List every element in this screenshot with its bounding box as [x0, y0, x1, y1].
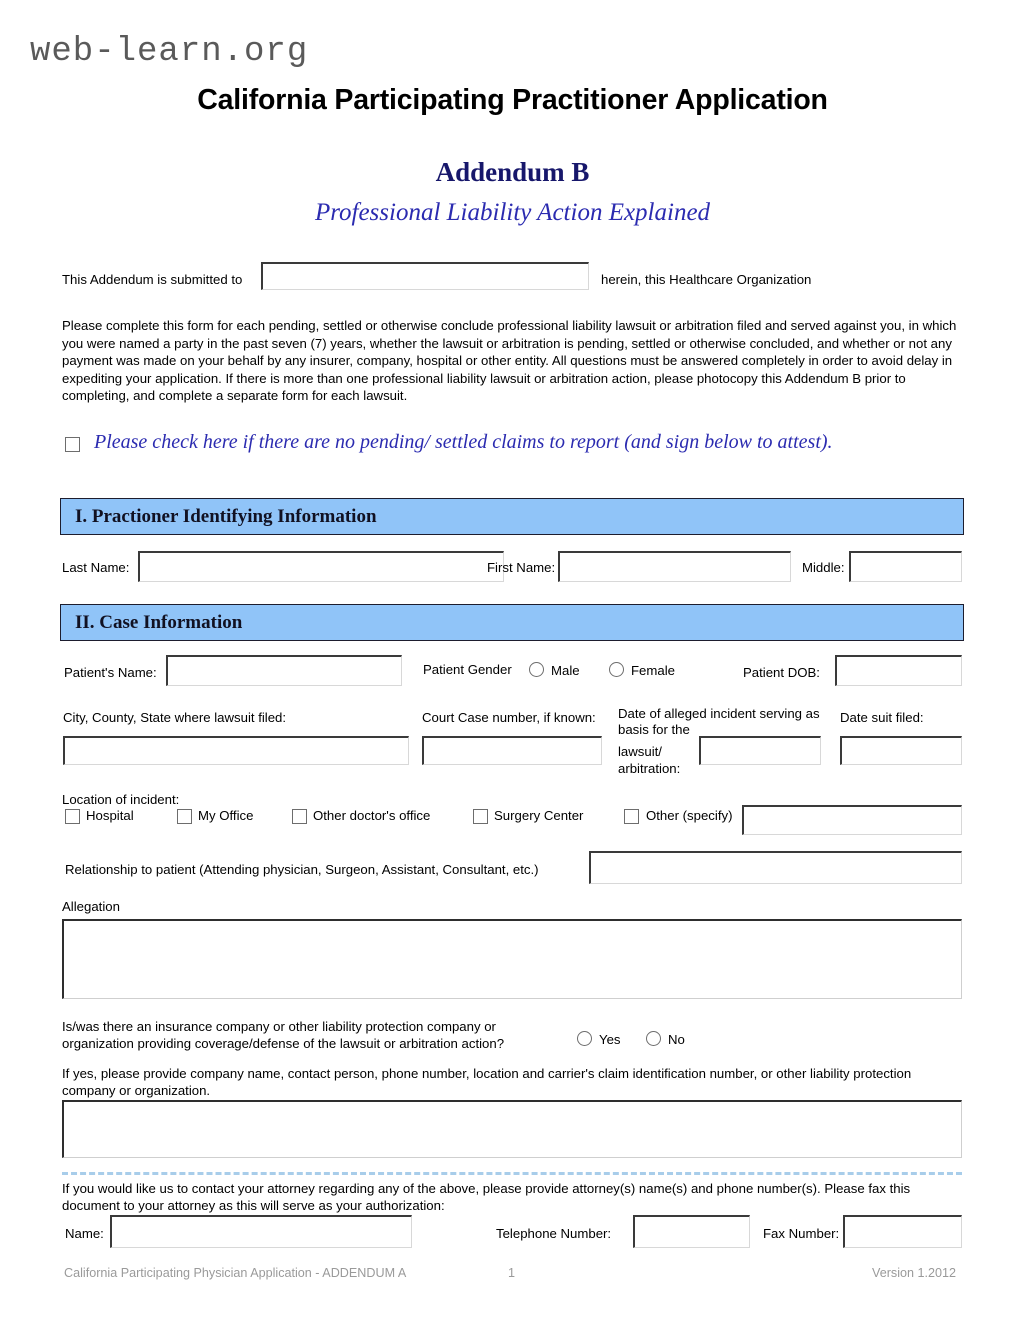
attorney-intro-line2: document to your attorney as this will serve as your authorization: — [62, 1198, 445, 1213]
attorney-telephone-label: Telephone Number: — [496, 1226, 612, 1241]
section-divider — [62, 1172, 962, 1175]
addendum-subtitle: Professional Liability Action Explained — [314, 199, 711, 226]
attorney-fax-label: Fax Number: — [763, 1226, 840, 1241]
attorney-intro-line1: If you would like us to contact your attorney regarding any of the above, please provide attorney(s) name(s) and phone number(s). Please fax this — [62, 1181, 911, 1196]
location-other-doctors-office-checkbox[interactable] — [292, 809, 307, 824]
allegation-textarea[interactable] — [62, 919, 962, 999]
patient-name-label: Patient's Name: — [64, 665, 157, 680]
if-yes-line2: company or organization. — [62, 1083, 211, 1098]
location-other-doctors-office-label: Other doctor's office — [313, 808, 431, 823]
relationship-input[interactable] — [589, 851, 962, 884]
no-claims-label: Please check here if there are no pending/ settled claims to report (and sign below to attest). — [94, 431, 833, 453]
incident-date-input[interactable] — [699, 736, 821, 765]
addendum-heading: Addendum B — [435, 157, 590, 187]
first-name-input[interactable] — [558, 551, 791, 582]
location-hospital-checkbox[interactable] — [65, 809, 80, 824]
insurance-yes-label: Yes — [599, 1032, 621, 1047]
city-county-state-input[interactable] — [63, 736, 409, 765]
suit-filed-label: Date suit filed: — [840, 710, 924, 725]
section-1-title: I. Practioner Identifying Information — [75, 505, 377, 527]
location-my-office-checkbox[interactable] — [177, 809, 192, 824]
section-2-header — [60, 604, 964, 641]
location-surgery-center-checkbox[interactable] — [473, 809, 488, 824]
court-case-input[interactable] — [422, 736, 602, 765]
allegation-label: Allegation — [62, 899, 120, 914]
attorney-telephone-input[interactable] — [633, 1215, 750, 1248]
middle-name-label: Middle: — [802, 560, 845, 575]
gender-male-radio[interactable] — [529, 662, 544, 677]
location-surgery-center-label: Surgery Center — [494, 808, 584, 823]
incident-date-label-line3: lawsuit/ — [618, 744, 662, 759]
insurance-no-label: No — [668, 1032, 685, 1047]
gender-female-label: Female — [631, 663, 675, 678]
attorney-name-input[interactable] — [110, 1215, 412, 1248]
incident-date-label-line1: Date of alleged incident serving as — [618, 706, 820, 721]
patient-dob-label: Patient DOB: — [743, 665, 820, 680]
incident-date-label-line4: arbitration: — [618, 761, 681, 776]
footer-left: California Participating Physician Application - ADDENDUM A — [64, 1266, 407, 1280]
site-watermark: web-learn.org — [30, 33, 309, 71]
if-yes-line1: If yes, please provide company name, contact person, phone number, location and carrier's claim identification number, or other liability protection — [62, 1066, 912, 1081]
instructions-paragraph: Please complete this form for each pending, settled or otherwise conclude professional liability lawsuit or arbitration filed and served against you, in which you were named a party in the past seven (7) years, whether the lawsuit or arbitration is pending, settled or otherwise concluded, and whether or not any payment was made on your behalf by any insurer, company, hospital or other entity. All questions must be answered completely in order to avoid delay in expediting your application. If there is more than one professional liability lawsuit or arbitration action, please photocopy this Addendum B prior to completing, and complete a separate form for each lawsuit. — [62, 318, 957, 403]
submitted-to-suffix: herein, this Healthcare Organization — [601, 272, 812, 287]
location-of-incident-label: Location of incident: — [62, 792, 180, 807]
insurance-no-radio[interactable] — [646, 1031, 661, 1046]
location-my-office-label: My Office — [198, 808, 254, 823]
last-name-label: Last Name: — [62, 560, 130, 575]
patient-gender-label: Patient Gender — [423, 662, 512, 677]
gender-female-radio[interactable] — [609, 662, 624, 677]
location-other-label: Other (specify) — [646, 808, 733, 823]
gender-male-label: Male — [551, 663, 580, 678]
section-2-title: II. Case Information — [75, 611, 243, 633]
section-1-header — [60, 498, 964, 535]
court-case-label: Court Case number, if known: — [422, 710, 596, 725]
submitted-to-label: This Addendum is submitted to — [62, 272, 243, 287]
middle-name-input[interactable] — [849, 551, 962, 582]
page-title: California Participating Practitioner Application — [197, 84, 828, 116]
location-other-specify-input[interactable] — [742, 805, 962, 835]
incident-date-label-line2: basis for the — [618, 722, 690, 737]
attorney-name-label: Name: — [65, 1226, 104, 1241]
suit-filed-input[interactable] — [840, 736, 962, 765]
footer-right: Version 1.2012 — [872, 1266, 957, 1280]
insurance-question-line1: Is/was there an insurance company or other liability protection company or — [62, 1019, 496, 1034]
location-hospital-label: Hospital — [86, 808, 134, 823]
relationship-label: Relationship to patient (Attending physician, Surgeon, Assistant, Consultant, etc.) — [65, 862, 539, 877]
patient-dob-input[interactable] — [835, 655, 962, 686]
attorney-fax-input[interactable] — [843, 1215, 962, 1248]
last-name-input[interactable] — [138, 551, 504, 582]
first-name-label: First Name: — [487, 560, 556, 575]
insurance-details-textarea[interactable] — [62, 1100, 962, 1158]
footer-page-number: 1 — [508, 1266, 516, 1280]
insurance-question-line2: organization providing coverage/defense of the lawsuit or arbitration action? — [62, 1036, 505, 1051]
no-claims-checkbox[interactable] — [65, 437, 80, 452]
patient-name-input[interactable] — [166, 655, 402, 686]
city-county-state-label: City, County, State where lawsuit filed: — [63, 710, 287, 725]
insurance-yes-radio[interactable] — [577, 1031, 592, 1046]
submitted-to-input[interactable] — [261, 262, 589, 290]
location-other-checkbox[interactable] — [624, 809, 639, 824]
